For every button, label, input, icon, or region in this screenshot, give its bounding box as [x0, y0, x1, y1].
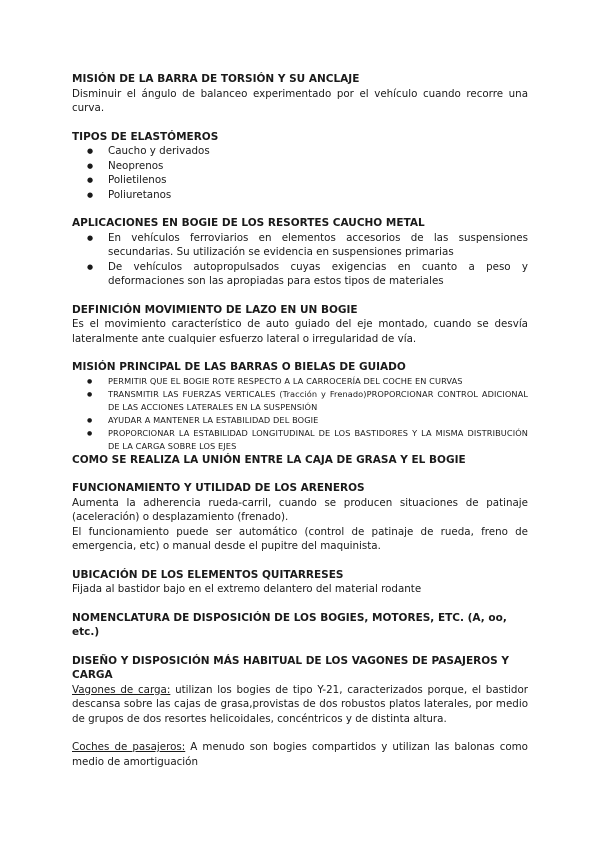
list-item: ● Neoprenos [72, 159, 528, 174]
section-wagon-design [72, 654, 528, 770]
section-body [72, 740, 528, 769]
section-heading: FUNCIONAMIENTO Y UTILIDAD DE LOS ARENEROS [72, 482, 365, 494]
section-heading: COMO SE REALIZA LA UNIÓN ENTRE LA CAJA DE GRASA Y EL BOGIE [72, 453, 466, 466]
passenger-coaches-label: Coches de pasajeros: [72, 741, 186, 753]
section-heading: NOMENCLATURA DE DISPOSICIÓN DE LOS BOGIES, MOTORES, ETC. (A, oo, etc.) [72, 611, 507, 638]
section-nomenclature [72, 611, 528, 640]
section-body: Fijada al bastidor bajo en el extremo delantero del material rodante [72, 583, 422, 595]
section-heading: DEFINICIÓN MOVIMIENTO DE LAZO EN UN BOGIE [72, 303, 358, 316]
list-item: ● PERMITIR QUE EL BOGIE ROTE RESPECTO A LA CARROCERÍA DEL COCHE EN CURVAS [72, 375, 528, 388]
list-item: ● En vehículos ferroviarios en elementos accesorios de las suspensiones secundarias. Su utilización se evidencia en suspensiones primarias [72, 231, 528, 260]
section-heading: MISIÓN PRINCIPAL DE LAS BARRAS O BIELAS DE GUIADO [72, 361, 406, 373]
list-item: ● Polietilenos [72, 173, 528, 188]
section-guide-rods [72, 360, 528, 453]
section-body: Aumenta la adherencia rueda-carril, cuando se producen situaciones de patinaje (aceleración) o desplazamiento (frenado). [72, 496, 528, 523]
bullet-list [72, 144, 528, 202]
section-heading: DISEÑO Y DISPOSICIÓN MÁS HABITUAL DE LOS VAGONES DE PASAJEROS Y CARGA [72, 654, 509, 681]
section-torsion-bar [72, 72, 528, 116]
section-axlebox-union [72, 453, 528, 468]
section-guard-location [72, 568, 528, 597]
section-body: Disminuir el ángulo de balanceo experimentado por el vehículo cuando recorre una curva. [72, 87, 528, 114]
list-item: ● Caucho y derivados [72, 144, 528, 159]
section-heading: APLICACIONES EN BOGIE DE LOS RESORTES CAUCHO METAL [72, 217, 425, 229]
list-item: ● PROPORCIONAR LA ESTABILIDAD LONGITUDINAL DE LOS BASTIDORES Y LA MISMA DISTRIBUCIÓN DE LA CARGA SOBRE LOS EJES [72, 427, 528, 453]
list-item: ● AYUDAR A MANTENER LA ESTABILIDAD DEL BOGIE [72, 414, 528, 427]
section-sanders [72, 481, 528, 554]
section-body [72, 683, 528, 727]
section-elastomers [72, 130, 528, 203]
freight-wagons-label: Vagones de carga: [72, 683, 171, 696]
list-item: ● TRANSMITIR LAS FUERZAS VERTICALES (Tracción y Frenado)PROPORCIONAR CONTROL ADICIONAL DE LAS ACCIONES LATERALES EN LA SUSPENSIÓN [72, 388, 528, 414]
section-body: El funcionamiento puede ser automático (control de patinaje de rueda, freno de emergencia, etc) o manual desde el pupitre del maquinista. [72, 525, 528, 552]
list-item: ● De vehículos autopropulsados cuyas exigencias en cuanto a peso y deformaciones son las apropiadas para estos tipos de materiales [72, 260, 528, 289]
document-page [72, 72, 528, 769]
section-heading: MISIÓN DE LA BARRA DE TORSIÓN Y SU ANCLAJE [72, 73, 360, 85]
section-heading: UBICACIÓN DE LOS ELEMENTOS QUITARRESES [72, 568, 344, 581]
list-item: ● Poliuretanos [72, 188, 528, 203]
section-hunting-motion [72, 303, 528, 347]
section-body: Es el movimiento característico de auto guiado del eje montado, cuando se desvía lateralmente ante cualquier esfuerzo lateral o irregularidad de vía. [72, 318, 528, 345]
section-rubber-metal [72, 216, 528, 289]
bullet-list [72, 231, 528, 289]
bullet-list [72, 375, 528, 453]
section-heading: TIPOS DE ELASTÓMEROS [72, 130, 219, 143]
freight-wagons-text: utilizan los bogies de tipo Y-21, caracterizados porque, el bastidor descansa sobre las cajas de grasa,provistas de dos robustos platos laterales, por medio de grupos de dos resortes helicoidales, concéntricos y de distinta altura. [72, 683, 528, 725]
passenger-coaches-text: A menudo son bogies compartidos y utilizan las balonas como medio de amortiguación [72, 741, 528, 768]
